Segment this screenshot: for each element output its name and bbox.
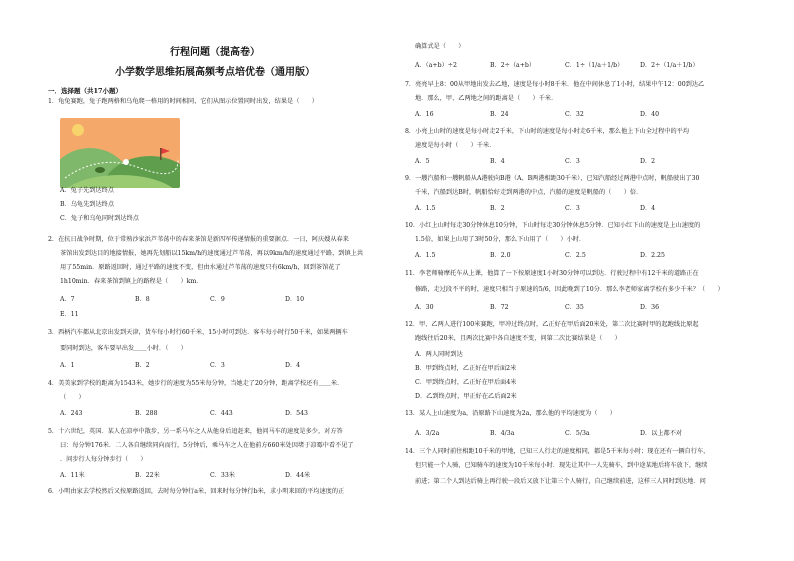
question-line: 14．三个人同时前往相距10千米的甲地，已知三人行走的速度相同，都是5千米每小时；现在还有一辆自行车， — [405, 448, 710, 455]
option-c: C．3 — [210, 362, 225, 369]
question-line: 5．十六世纪，英国．某人在凉亭中散步，另一系马车之人从他身后追赶来，他问马车的速度是多少，对方答 — [48, 428, 343, 435]
question-line: 3．西柄汽车都从北京出发到天津，货车每小时行60千米，15小时可到达．客车每小时行50千米，如果两辆车 — [48, 329, 348, 336]
option-a: A．5 — [415, 158, 430, 165]
question-line: 13．某人上山速度为a，沿原路下山速度为2a，那么他的平均速度为（ ） — [405, 410, 616, 417]
answer-options — [60, 410, 360, 418]
question-line: 地．那么，甲、乙两地之间的距离是（ ）千米． — [415, 95, 558, 102]
question-line: 曰：每分钟176米．二人各自继续同向而行，5分钟后，乘马车之人在他前方660米处因堵于凉霉中看不见了 — [60, 442, 354, 449]
option-c: C．35 — [565, 304, 584, 311]
question-line: C．甲到终点时，乙正好在甲后面4米 — [415, 379, 517, 386]
question-line: 7．亮亮早上8：00从甲地出发去乙地，速度是每小时8千米．他在中间休息了1小时，结果中午12：00到达乙 — [405, 81, 705, 88]
option-b: B．72 — [490, 304, 509, 311]
question-line: （ ） — [60, 394, 85, 401]
option-a: A．243 — [60, 410, 83, 417]
question-line: 要同时到达，客车要早出发＿＿小时．（ ） — [60, 345, 187, 352]
answer-options — [415, 304, 715, 312]
option-c: C．9 — [210, 296, 225, 303]
option-b: B．2.0 — [490, 252, 511, 259]
question-line: 1．龟兔赛跑，兔子跑两格和乌龟爬一格用的时间相同，它们从图示位置同时出发，结果是（ ） — [48, 98, 318, 105]
option-b: B．8 — [135, 296, 150, 303]
option-b: B．24 — [490, 111, 509, 118]
answer-options — [60, 362, 360, 370]
answer-options — [415, 430, 715, 438]
option-d: D．2.25 — [640, 252, 665, 259]
option-c: C．2.5 — [565, 252, 586, 259]
option-d: D．36 — [640, 304, 660, 311]
answer-options — [60, 472, 360, 480]
option-a: A．11米 — [60, 472, 85, 479]
answer-options — [60, 296, 360, 304]
option-c: C．443 — [210, 410, 233, 417]
option-d: D．44米 — [285, 472, 311, 479]
question-line: A．两人同时到达 — [415, 351, 463, 358]
question-line: A．兔子先到达终点 — [60, 187, 114, 194]
option-d: D．2÷（1/a＋1/b） — [640, 62, 699, 69]
question-line: 茶馆出发到达目的地接情报，她再先划船以15km/h的速度通过芦苇荡，再以9km/h的速度通过平路，到镇上共 — [60, 250, 364, 257]
option-b: B．4/3a — [490, 430, 515, 437]
question-line: D．乙到终点时，甲正好在乙后面2米 — [415, 393, 517, 400]
question-line: 12．甲、乙两人进行100米赛跑，甲冲过终点时，乙正好在甲后面20米处，第二次比赛时甲的起跑线比原起 — [405, 321, 699, 328]
option-d: D．4 — [285, 362, 301, 369]
question-line: B．甲到终点时，乙正好在甲后面2米 — [415, 365, 517, 372]
option-d: D．543 — [285, 410, 308, 417]
option-a: A．7 — [60, 296, 75, 303]
question-line: 1h10min．春来茶馆到镇上的路程是（ ）km． — [60, 278, 203, 285]
question-line: 11．李老师骑摩托车从上课，他算了一下按原速度1小时30分钟可以到达．行驶过程中有12千米的道路正在 — [405, 270, 699, 277]
question-line: 千米，汽船到达B时，帆船恰好走到两港的中点，汽船的速度是帆船的（ ）倍． — [415, 189, 643, 196]
question-line: 修路，走过段不平的时，速度只相当于原速的5/6，因此晚到了10分．那么李老师家离学校有多少千米？（ ） — [415, 286, 724, 293]
option-c: C．3 — [565, 205, 580, 212]
option-b: B．4 — [490, 158, 505, 165]
question-line: 跑线往后20米，且两次比赛中各自速度不变，问第二次比赛结果是（ ） — [415, 335, 621, 342]
question-line: C．兔子和乌龟同时到达终点 — [60, 215, 139, 222]
hills-picture — [60, 118, 180, 188]
option-c: C．3 — [565, 158, 580, 165]
question-line: 前进；第二个人到达后骑上再行驶一段后又放下让第三个人骑行，自己继续前进，这样三人同时到达地．问 — [415, 478, 706, 485]
answer-options — [415, 62, 715, 70]
question-line: 2．在抗日战争时期，位于常熟沙家浜芦苇荡中的春来茶馆是新四军传递情报的重要据点．一日，阿庆嫂从春来 — [48, 236, 349, 243]
question-line: B．乌龟先到达终点 — [60, 201, 115, 208]
question-line: 10．小红上山时每走30分钟休息10分钟，下山时每走30分钟休息5分钟．已知小红下山的速度是上山速度的 — [405, 222, 701, 229]
option-b: B．2 — [490, 205, 505, 212]
option-a: A．3/2a — [415, 430, 440, 437]
page-subtitle: 小学数学思维拓展高频考点培优卷（通用版） — [115, 67, 315, 78]
question-line: E．11 — [60, 311, 79, 318]
option-d: D．10 — [285, 296, 305, 303]
option-a: A．30 — [415, 304, 434, 311]
question-line: 用了55min．原路返回时，通过平路的速度不变，但由水通过芦苇荡的速度只有6km/h，回到茶馆花了 — [60, 264, 341, 271]
question-line: 8．小亮上山时的速度是每小时走2千米，下山时的速度是每小时走6千米，那么他上下山全过程中的平均 — [405, 128, 690, 135]
question-line: 6．小明由家去学校然后又按原路返回，去时每分钟行a米，回来时每分钟行b米，求小明来回的平均速度的正 — [48, 488, 345, 495]
option-a: A．16 — [415, 111, 434, 118]
option-d: D．4 — [640, 205, 656, 212]
option-b: B．2÷（a+b） — [490, 62, 536, 69]
section-heading: 一．选择题（共17小题） — [48, 87, 123, 95]
option-a: A．（a+b）÷2 — [415, 62, 457, 69]
option-a: A．1.5 — [415, 252, 436, 259]
page-title: 行程问题（提高卷） — [170, 47, 260, 58]
option-b: B．288 — [135, 410, 158, 417]
question-line: 1.5倍，如果上山用了3时50分，那么下山用了（ ）小时． — [415, 236, 586, 243]
question-line: 但只能一个人骑，已知骑车的速度为10千米每小时．现先让其中一人先骑车，到中途某地后将车放下，继续 — [415, 462, 708, 469]
race-illustration — [60, 118, 180, 188]
answer-options — [415, 158, 715, 166]
option-c: C．33米 — [210, 472, 235, 479]
question-line: ．问步行人每分钟步行（ ） — [60, 456, 147, 463]
option-c: C．1÷（1/a＋1/b） — [565, 62, 624, 69]
option-b: B．2 — [135, 362, 150, 369]
question-line: 速度是每小时（ ）千米． — [415, 142, 496, 149]
answer-options — [415, 205, 715, 213]
answer-options — [415, 252, 715, 260]
option-d: D．40 — [640, 111, 660, 118]
question-line: 9．一艘汽船和一艘帆船从A港驶向B港（A、B两港相距30千米），已知汽船经过两港中点时，帆船驶出了30 — [405, 175, 700, 182]
option-a: A．1 — [60, 362, 75, 369]
option-a: A．1.5 — [415, 205, 436, 212]
option-d: D．以上都不对 — [640, 430, 683, 437]
option-d: D．2 — [640, 158, 656, 165]
option-c: C．32 — [565, 111, 584, 118]
answer-options — [415, 111, 715, 119]
question-line: 4．美美家到学校的距离为1543米，她步行的速度为55米每分钟，当她走了20分钟，距离学校还有＿＿米． — [48, 380, 344, 387]
option-c: C．5/3a — [565, 430, 590, 437]
option-b: B．22米 — [135, 472, 160, 479]
question-line: 确算式是（ ） — [415, 43, 465, 50]
